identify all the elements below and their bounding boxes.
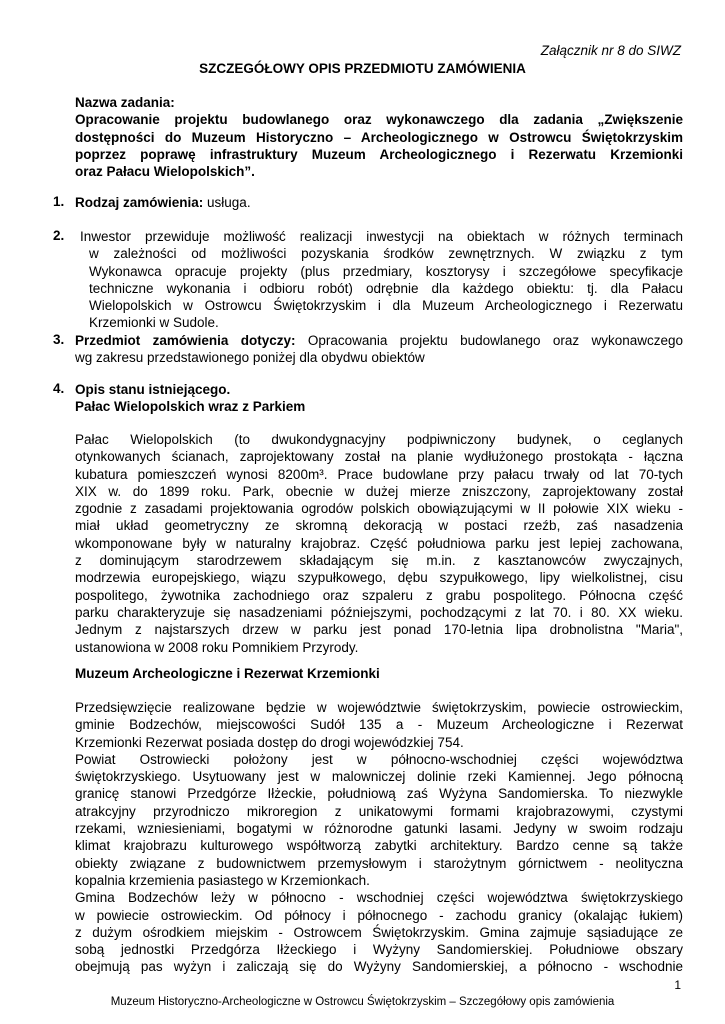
museum-line: sobą jednostki Przedgórza Iłżeckiego i Wyżyny Sandomierskiej. Południowe obszary bbox=[75, 942, 683, 958]
document-title: SZCZEGÓŁOWY OPIS PRZEDMIOTU ZAMÓWIENIA bbox=[199, 61, 526, 76]
palace-line: miał układ geometryczny ze skromną dekoracją w postaci rzeźb, zaś nasadzenia bbox=[75, 518, 683, 534]
section-2-line: Inwestor przewiduje możliwość realizacji inwestycji na obiektach w różnych terminach bbox=[80, 229, 683, 244]
palace-line: pospolitego, żywotnika zachodniego oraz szpaleru z grabu pospolitego. Północna część bbox=[75, 587, 683, 603]
palace-line: parku charakteryzuje się nasadzeniami późniejszymi, pochodzącymi z lat 70. i 80. XX wieku. bbox=[75, 604, 683, 620]
museum-line: rzekami, wzniesieniami, bogatymi w różnorodne gatunki lasami. Jedyny w swoim rodzaju bbox=[75, 821, 683, 837]
page-footer: Muzeum Historyczno-Archeologiczne w Ostrowcu Świętokrzyskim – Szczegółowy opis zamówienia bbox=[110, 996, 615, 1008]
museum-line: Krzemionki Rezerwat posiada dostęp do drogi wojewódzkiej 754. bbox=[75, 734, 464, 750]
museum-line: z dużym ośrodkiem miejskim - Ostrowcem Świętokrzyskim. Gmina zajmuje sąsiadujące ze bbox=[75, 924, 683, 940]
section-2-line: w zależności od możliwości pozyskania środków zewnętrznych. W związku z tym bbox=[89, 246, 683, 262]
palace-line: Pałac Wielopolskich (to dwukondygnacyjny podpiwniczony budynek, o ceglanych bbox=[75, 432, 683, 447]
section-3-number: 3. bbox=[53, 332, 65, 347]
museum-heading bbox=[75, 665, 683, 682]
museum-line: granicę stanowi Przedgórze Iłżeckie, południową zaś Wyżyna Sandomierska. To niezwykle bbox=[75, 786, 683, 802]
museum-line: obejmują pas wyżyn i zaliczają się do Wyżyny Sandomierskiej, a północno - wschodnie bbox=[75, 959, 683, 975]
palace-line: zgodnie z zasadami projektowania ogrodów polskich obowiązującymi w II połowie XIX wieku - bbox=[75, 501, 683, 517]
museum-line: Gmina Bodzechów leży w północno - wschodniej części województwa świętokrzyskiego bbox=[75, 890, 683, 906]
museum-line: atrakcyjny przyrodniczo mikroregion z unikatowymi formami krajobrazowymi, czystymi bbox=[75, 803, 683, 819]
section-2-line: Krzemionki w Sudole. bbox=[89, 315, 219, 331]
palace-line: wkomponowane były w naturalny krajobraz. Część południowa parku jest lepiej zachowana, bbox=[75, 535, 683, 551]
museum-line: Przedsięwzięcie realizowane będzie w województwie świętokrzyskim, powiecie ostrowieckim, bbox=[75, 700, 683, 715]
museum-line: gminie Bodzechów, miejscowości Sudół 135 a - Muzeum Archeologiczne i Rezerwat bbox=[75, 717, 683, 733]
section-1-number: 1. bbox=[53, 194, 65, 209]
section-1-label: Rodzaj zamówienia: bbox=[75, 195, 204, 210]
task-line: poprzez poprawę infrastruktury Muzeum Archeologicznego i Rezerwatu Krzemionki bbox=[75, 146, 683, 162]
section-1 bbox=[75, 194, 683, 211]
palace-subtitle: Pałac Wielopolskich wraz z Parkiem bbox=[75, 399, 306, 415]
section-3 bbox=[75, 332, 683, 367]
palace-line: ustanowiona w 2008 roku Pomnikiem Przyrody. bbox=[75, 639, 359, 655]
museum-description bbox=[75, 699, 683, 976]
palace-line: modrzewia europejskiego, wiązu szypułkowego, dębu szypułkowego, lipy wielkolistnej, cisu bbox=[75, 570, 683, 586]
section-2-line: Wielopolskich w Ostrowcu Świętokrzyskim i dla Muzeum Archeologicznego i Rezerwatu bbox=[89, 298, 683, 314]
palace-line: Jednym z najstarszych drzew w parku jest ponad 170-letnia lipa drobnolistna "Maria", bbox=[75, 622, 683, 638]
museum-line: klimat krajobrazu kulturowego współtworzą zabytki architektury. Bardzo cenne są także bbox=[75, 838, 683, 854]
task-section bbox=[75, 94, 683, 180]
museum-line: kopalnia krzemienia pasiastego w Krzemionkach. bbox=[75, 872, 370, 888]
section-3-line: wg zakresu przedstawionego poniżej dla obydwu obiektów bbox=[75, 350, 425, 366]
task-label: Nazwa zadania: bbox=[75, 95, 175, 110]
palace-line: kubatura pomieszczeń wynosi 8200m³. Prace budowlane przy pałacu trwały od lat 70-tych bbox=[75, 466, 683, 482]
section-1-value: usługa. bbox=[203, 195, 251, 210]
museum-line: obiekty związane z budownictwem przemysłowym i starożytnym górnictwem - neolityczna bbox=[75, 855, 683, 871]
museum-line: Powiat Ostrowiecki położony jest w północno-wschodniej części województwa bbox=[75, 751, 683, 767]
palace-description bbox=[75, 431, 683, 656]
section-4-title: Opis stanu istniejącego. bbox=[75, 382, 231, 397]
section-3-label: Przedmiot zamówienia dotyczy: bbox=[75, 333, 296, 348]
palace-line: z dominującym starodrzewem składającym się m.in. z kasztanowców zwyczajnych, bbox=[75, 553, 683, 569]
task-line: oraz Pałacu Wielopolskich”. bbox=[75, 164, 255, 180]
task-line: Opracowanie projektu budowlanego oraz wykonawczego dla zadania „Zwiększenie bbox=[75, 112, 683, 128]
museum-line: w powiecie ostrowieckim. Od północy i północnego - zachodu granicy (okalając łukiem) bbox=[75, 907, 683, 923]
page-number: 1 bbox=[674, 978, 681, 992]
section-4-heading bbox=[75, 381, 683, 416]
museum-line: świętokrzyskiego. Usytuowany jest w malowniczej dolinie rzeki Kamiennej. Jego północną bbox=[75, 769, 683, 785]
palace-line: XIX w. do 1899 roku. Park, obecnie w dużej mierze zniszczony, zaprojektowany został bbox=[75, 483, 683, 499]
annex-label: Załącznik nr 8 do SIWZ bbox=[540, 43, 681, 58]
section-4-number: 4. bbox=[53, 381, 65, 396]
task-line: dostępności do Muzeum Historyczno – Archeologicznego w Ostrowcu Świętokrzyskim bbox=[75, 129, 683, 145]
section-2 bbox=[80, 228, 683, 332]
section-2-number: 2. bbox=[53, 228, 65, 243]
museum-title: Muzeum Archeologiczne i Rezerwat Krzemionki bbox=[75, 666, 380, 681]
palace-line: otynkowanych ścianach, zaprojektowany został na planie wydłużonego prostokąta - łączna bbox=[75, 449, 683, 465]
section-3-text: Opracowania projektu budowlanego oraz wykonawczego bbox=[295, 333, 683, 348]
section-2-line: techniczne wykonania i odbioru robót) odrębnie dla każdego obiektu: tj. dla Pałacu bbox=[89, 280, 683, 296]
section-2-line: Wykonawca opracuje projekty (plus przedmiary, kosztorysy i szczegółowe specyfikacje bbox=[89, 263, 683, 279]
